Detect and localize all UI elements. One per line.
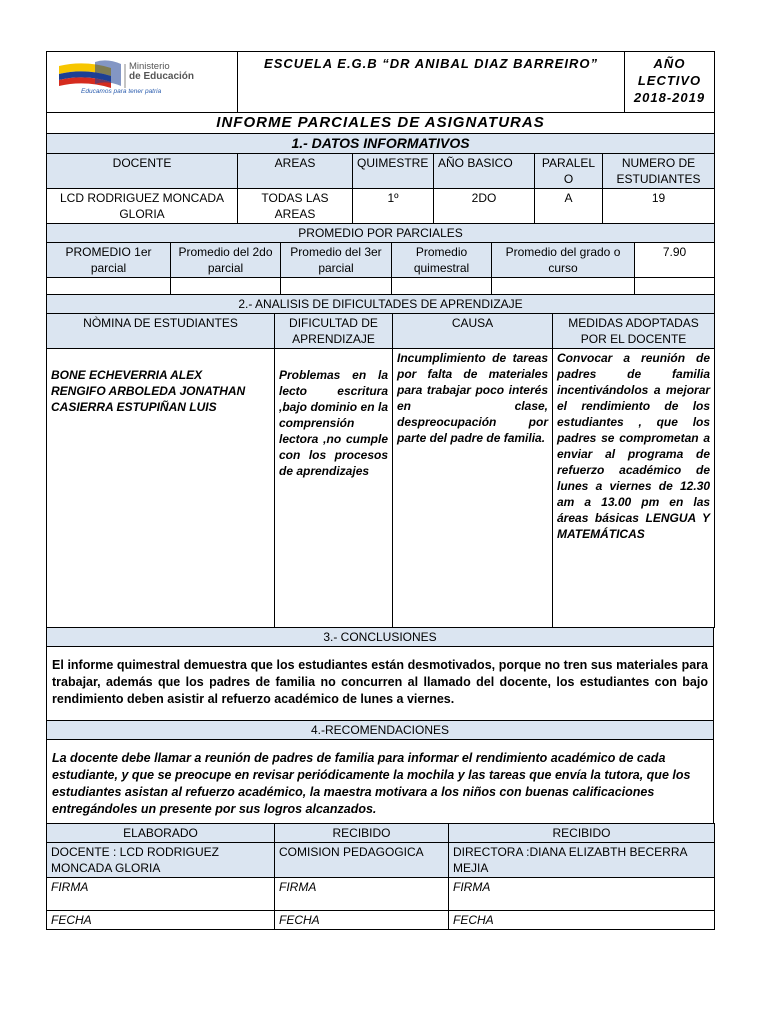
school-year-cell bbox=[625, 52, 715, 113]
header-elaborado: ELABORADO bbox=[47, 824, 275, 843]
empty-cell bbox=[171, 278, 281, 295]
header-recibido: RECIBIDO bbox=[449, 824, 715, 843]
causa-text: Incumplimiento de tareas por falta de materiales para trabajar poco interés en clase, despreocupación por parte del padre de familia. bbox=[393, 349, 553, 628]
fecha-label: FECHA bbox=[47, 911, 275, 930]
student-list bbox=[47, 349, 275, 628]
student-name: RENGIFO ARBOLEDA JONATHAN bbox=[51, 384, 246, 398]
header-areas: AREAS bbox=[238, 154, 353, 189]
conclusiones-section-title: 3.- CONCLUSIONES bbox=[47, 628, 714, 647]
logo-cell bbox=[47, 52, 238, 113]
student-name: CASIERRA ESTUPIÑAN LUIS bbox=[51, 400, 217, 414]
header-numero-estudiantes: NUMERO DE ESTUDIANTES bbox=[603, 154, 715, 189]
header-recibido: RECIBIDO bbox=[275, 824, 449, 843]
value-quimestre: 1º bbox=[353, 189, 434, 224]
elaborado-name: DOCENTE : LCD RODRIGUEZ MONCADA GLORIA bbox=[47, 843, 275, 878]
value-anio-basico: 2DO bbox=[434, 189, 535, 224]
student-name: BONE ECHEVERRIA ALEX bbox=[51, 368, 203, 382]
report-title: INFORME PARCIALES DE ASIGNATURAS bbox=[47, 113, 715, 134]
conclusiones-table bbox=[46, 627, 714, 824]
header-promedio-2: Promedio del 2do parcial bbox=[171, 243, 281, 278]
recibido-name: DIRECTORA :DIANA ELIZABTH BECERRA MEJIA bbox=[449, 843, 715, 878]
medidas-text: Convocar a reunión de padres de familia incentivándolos a mejorar el rendimiento de los estudiantes , que los padres se comprometan a enviar al programa de refuerzo académico de lunes a viernes de 12.30 am a 13.00 pm en las áreas básicas LENGUA Y MATEMÁTICAS bbox=[553, 349, 715, 628]
empty-cell bbox=[392, 278, 492, 295]
header-promedio-grado: Promedio del grado o curso bbox=[492, 243, 635, 278]
analisis-section-title: 2.- ANALISIS DE DIFICULTADES DE APRENDIZAJE bbox=[47, 295, 715, 314]
firma-label: FIRMA bbox=[449, 878, 715, 911]
firma-label: FIRMA bbox=[47, 878, 275, 911]
recomendaciones-text: La docente debe llamar a reunión de padres de familia para informar el rendimiento académico de cada estudiante, y que se preocupe en revisar periódicamente la mochila y las tareas que envía la tutora, que los estudiantes asistan al refuerzo académico, la maestra motivara a los niños con buenas calificaciones entregándoles un presente por sus logros alcanzados. bbox=[47, 740, 714, 824]
empty-cell bbox=[47, 278, 171, 295]
header-promedio-3: Promedio del 3er parcial bbox=[281, 243, 392, 278]
header-docente: DOCENTE bbox=[47, 154, 238, 189]
header-quimestre: QUIMESTRE bbox=[353, 154, 434, 189]
value-docente: LCD RODRIGUEZ MONCADA GLORIA bbox=[47, 189, 238, 224]
value-areas: TODAS LAS AREAS bbox=[238, 189, 353, 224]
header-dificultad: DIFICULTAD DE APRENDIZAJE bbox=[275, 314, 393, 349]
promedios-section-title: PROMEDIO POR PARCIALES bbox=[47, 224, 715, 243]
report-page bbox=[46, 51, 714, 930]
header-nomina: NÒMINA DE ESTUDIANTES bbox=[47, 314, 275, 349]
conclusiones-text: El informe quimestral demuestra que los estudiantes están desmotivados, porque no tren sus materiales para trabajar, además que los padres de familia no concurren al llamado del docente, los estudiantes con bajo rendimiento deben asistir al refuerzo académico de lunes a viernes. bbox=[47, 647, 714, 721]
value-promedio-grado: 7.90 bbox=[635, 243, 715, 278]
firmas-table bbox=[46, 823, 715, 930]
recomendaciones-section-title: 4.-RECOMENDACIONES bbox=[47, 721, 714, 740]
logo-slogan-text: Educamos para tener patria bbox=[81, 88, 162, 95]
value-paralelo: A bbox=[535, 189, 603, 224]
logo-ministerio-text: Ministerio bbox=[129, 61, 170, 72]
empty-cell bbox=[492, 278, 635, 295]
header-table bbox=[46, 51, 715, 113]
value-numero-estudiantes: 19 bbox=[603, 189, 715, 224]
school-name: ESCUELA E.G.B “DR ANIBAL DIAZ BARREIRO” bbox=[238, 52, 625, 113]
dificultad-text: Problemas en la lecto escritura ,bajo dominio en la comprensión lectora ,no cumple con los procesos de aprendizajes bbox=[275, 349, 393, 628]
ministerio-logo bbox=[47, 52, 237, 112]
analisis-table bbox=[46, 294, 715, 628]
header-promedio-1: PROMEDIO 1er parcial bbox=[47, 243, 171, 278]
promedios-table bbox=[46, 223, 715, 295]
datos-section-title: 1.- DATOS INFORMATIVOS bbox=[47, 134, 715, 154]
empty-cell bbox=[281, 278, 392, 295]
fecha-label: FECHA bbox=[449, 911, 715, 930]
firma-label: FIRMA bbox=[275, 878, 449, 911]
logo-educacion-text: de Educación bbox=[129, 71, 195, 82]
fecha-label: FECHA bbox=[275, 911, 449, 930]
recibido-name: COMISION PEDAGOGICA bbox=[275, 843, 449, 878]
anio-value: 2018-2019 bbox=[633, 90, 706, 105]
datos-table bbox=[46, 112, 715, 224]
header-causa: CAUSA bbox=[393, 314, 553, 349]
header-paralelo: PARALEL O bbox=[535, 154, 603, 189]
header-promedio-quimestral: Promedio quimestral bbox=[392, 243, 492, 278]
header-medidas: MEDIDAS ADOPTADAS POR EL DOCENTE bbox=[553, 314, 715, 349]
header-anio-basico: AÑO BASICO bbox=[434, 154, 535, 189]
anio-label: AÑO bbox=[653, 56, 686, 71]
lectivo-label: LECTIVO bbox=[637, 73, 702, 88]
empty-cell bbox=[635, 278, 715, 295]
